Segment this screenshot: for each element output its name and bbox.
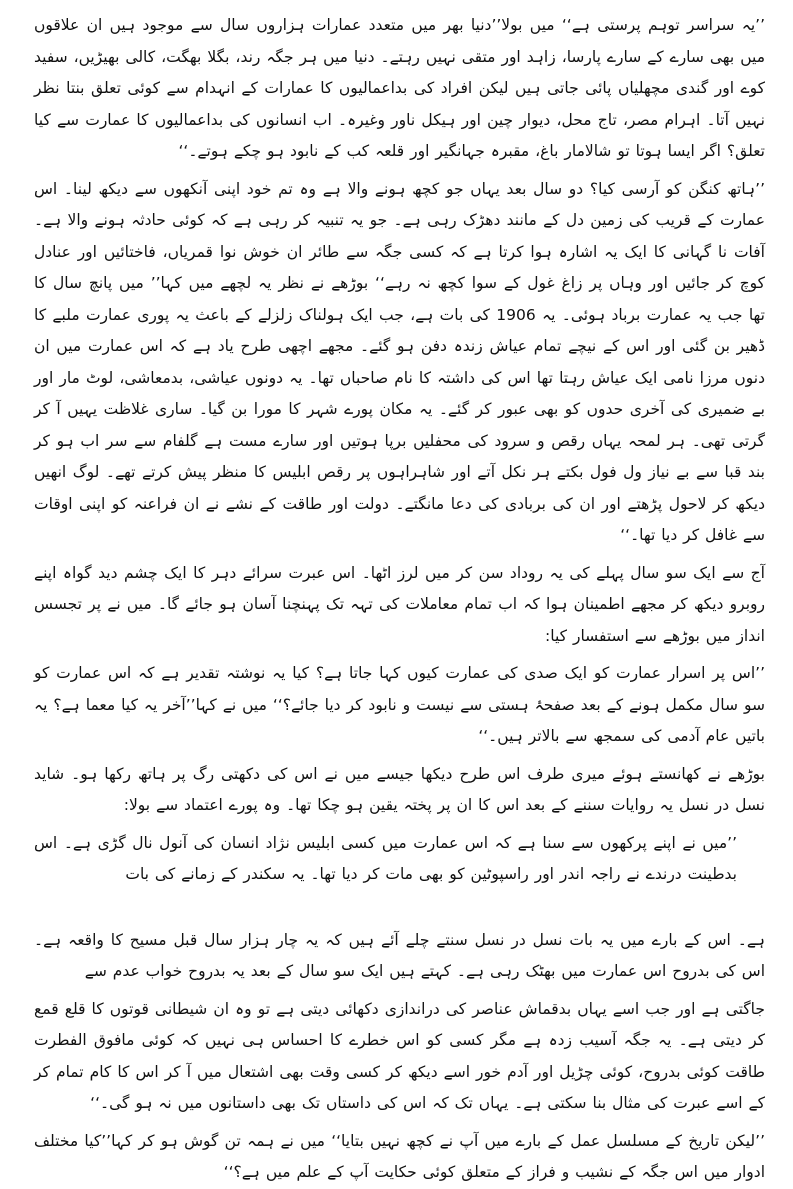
- paragraph-4: ’’اس پر اسرار عمارت کو ایک صدی کی عمارت کیوں کہا جاتا ہے؟ کیا یہ نوشتہ تقدیر ہے کہ اس عمارت کو سو سال مکمل ہونے کے بعد صفحۂ ہستی سے نیست و نابود کر دیا جائے؟‘‘ میں نے کہا’’آخر یہ کیا معما ہے؟ یہ باتیں عام آدمی کی سمجھ سے بالاتر ہیں۔‘‘: [34, 664, 765, 745]
- paragraph-7: ہے۔ اس کے بارے میں یہ بات نسل در نسل سنتے چلے آئے ہیں کہ یہ چار ہزار سال قبل مسیح کا واقعہ ہے۔ اس کی بدروح اس عمارت میں بھٹک رہی ہے۔ کہتے ہیں ایک سو سال کے بعد یہ بدروح خواب عدم سے: [34, 930, 765, 980]
- paragraph-8: جاگتی ہے اور جب اسے یہاں بدقماش عناصر کی دراندازی دکھائی دیتی ہے تو وہ ان شیطانی قوتوں کا قلع قمع کر دیتی ہے۔ یہ جگہ آسیب زدہ ہے مگر کسی کو اس خطرے کا احساس ہی نہیں کہ کوئی مافوق الفطرت طاقت کوئی بدروح، کوئی چڑیل اور آدم خور اسے دیکھ کر کسی وقت بھی اشتعال میں آ کر اس کا کام تمام کر کے اسے عبرت کی مثال بنا سکتی ہے۔ یہاں تک کہ اس کی داستاں تک بھی داستانوں میں نہ ہو گی۔‘‘: [34, 999, 765, 1112]
- paragraph-1: ’’یہ سراسر توہم پرستی ہے‘‘ میں بولا’’دنیا بھر میں متعدد عمارات ہزاروں سال سے موجود ہیں ان علاقوں میں بھی سارے کے سارے پارسا، زاہد اور متقی نہیں رہتے۔ دنیا میں ہر جگہ رند، بگلا بھگت، کالی بھیڑیں، سفید کوے اور گندی مچھلیاں پائی جاتی ہیں لیکن افراد کی بداعمالیوں کا عمارات کے انہدام سے کوئی تعلق بنتا نظر نہیں آتا۔ اہرام مصر، تاج محل، دیوار چین اور ہیکل ناور وغیرہ۔ اب انسانوں کی بداعمالیوں کا عمارت سے کیا تعلق؟ اگر ایسا ہوتا تو شالامار باغ، مقبرہ جہانگیر اور قلعہ کب کے نابود ہو چکے ہوتے۔‘‘: [34, 16, 765, 160]
- paragraph-9: ’’لیکن تاریخ کے مسلسل عمل کے بارے میں آپ نے کچھ نہیں بتایا‘‘ میں نے ہمہ تن گوش ہو کر کہا’’کیا مختلف ادوار میں اس جگہ کے نشیب و فراز کے متعلق کوئی حکایت آپ کے علم میں ہے؟‘‘: [34, 1131, 765, 1181]
- paragraph-2: ’’ہاتھ کنگن کو آرسی کیا؟ دو سال بعد یہاں جو کچھ ہونے والا ہے وہ تم خود اپنی آنکھوں سے دیکھ لینا۔ اس عمارت کے قریب کی زمین دل کے مانند دھڑک رہی ہے۔ جو یہ تنبیہ کر رہی ہے کہ کوئی حادثہ ہونے والا ہے۔ آفات نا گہانی کا ایک یہ اشارہ ہوا کرتا ہے کہ کسی جگہ سے طائر ان خوش نوا قمریاں، فاختائیں اور عنادل کوچ کر جائیں اور وہاں پر زاغ غول کے سوا کچھ نہ رہے‘‘ بوڑھے نے نظر یہ لچھے میں کہا’’ میں پانچ سال کا تھا جب یہ عمارت برباد ہوئی۔ یہ 1906 کی بات ہے، جب ایک ہولناک زلزلے کے باعث یہ پوری عمارت ملبے کا ڈھیر بن گئی اور اس کے نیچے تمام عیاش زندہ دفن ہو گئے۔ مجھے اچھی طرح یاد ہے کہ اس عمارت میں ان دنوں مرزا نامی ایک عیاش رہتا تھا اس کی داشتہ کا نام صاحباں تھا۔ یہ دونوں عیاشی، بدمعاشی، لوٹ مار اور بے ضمیری کی آخری حدوں کو بھی عبور کر گئے۔ یہ مکان پورے شہر کا مورا بن گیا۔ ساری غلاظت یہیں آ کر گرتی تھی۔ ہر لمحہ یہاں رقص و سرود کی محفلیں برپا ہوتیں اور سارے مست ہے گلفام سے سر اب ہو کر بند قبا سے بے نیاز ول فول بکتے ہر نکل آتے اور شاہراہوں پر رقص ابلیس کا منظر پیش کرتے تھے۔ لوگ انھیں دیکھ کر لاحول پڑھتے اور ان کی بربادی کی دعا مانگتے۔ دولت اور طاقت کے نشے نے ان فراعنہ کو اپنی اوقات سے غافل کر دیا تھا۔‘‘: [34, 179, 765, 544]
- paragraph-3: آج سے ایک سو سال پہلے کی یہ روداد سن کر میں لرز اٹھا۔ اس عبرت سرائے دہر کا ایک چشم دید گواہ اپنے روبرو دیکھ کر مجھے اطمینان ہوا کہ اب تمام معاملات کی تہہ تک پہنچنا آسان ہو جائے گا۔ میں نے پر تجسس انداز میں بوڑھے سے استفسار کیا:: [34, 563, 765, 645]
- paragraph-5: بوڑھے نے کھانستے ہوئے میری طرف اس طرح دیکھا جیسے میں نے اس کی دکھتی رگ پر ہاتھ رکھا ہو۔ شاید نسل در نسل یہ روایات سننے کے بعد اس کا ان پر پختہ یقین ہو چکا تھا۔ وہ پورے اعتماد سے بولا:: [34, 764, 765, 814]
- paragraph-6: ’’میں نے اپنے پرکھوں سے سنا ہے کہ اس عمارت میں کسی ابلیس نژاد انسان کی آنول نال گڑی ہے۔ اس بدطینت درندے نے راجہ اندر اور راسپوٹین کو بھی مات کر دیا تھا۔ یہ سکندر کے زمانے کی بات: [34, 833, 737, 883]
